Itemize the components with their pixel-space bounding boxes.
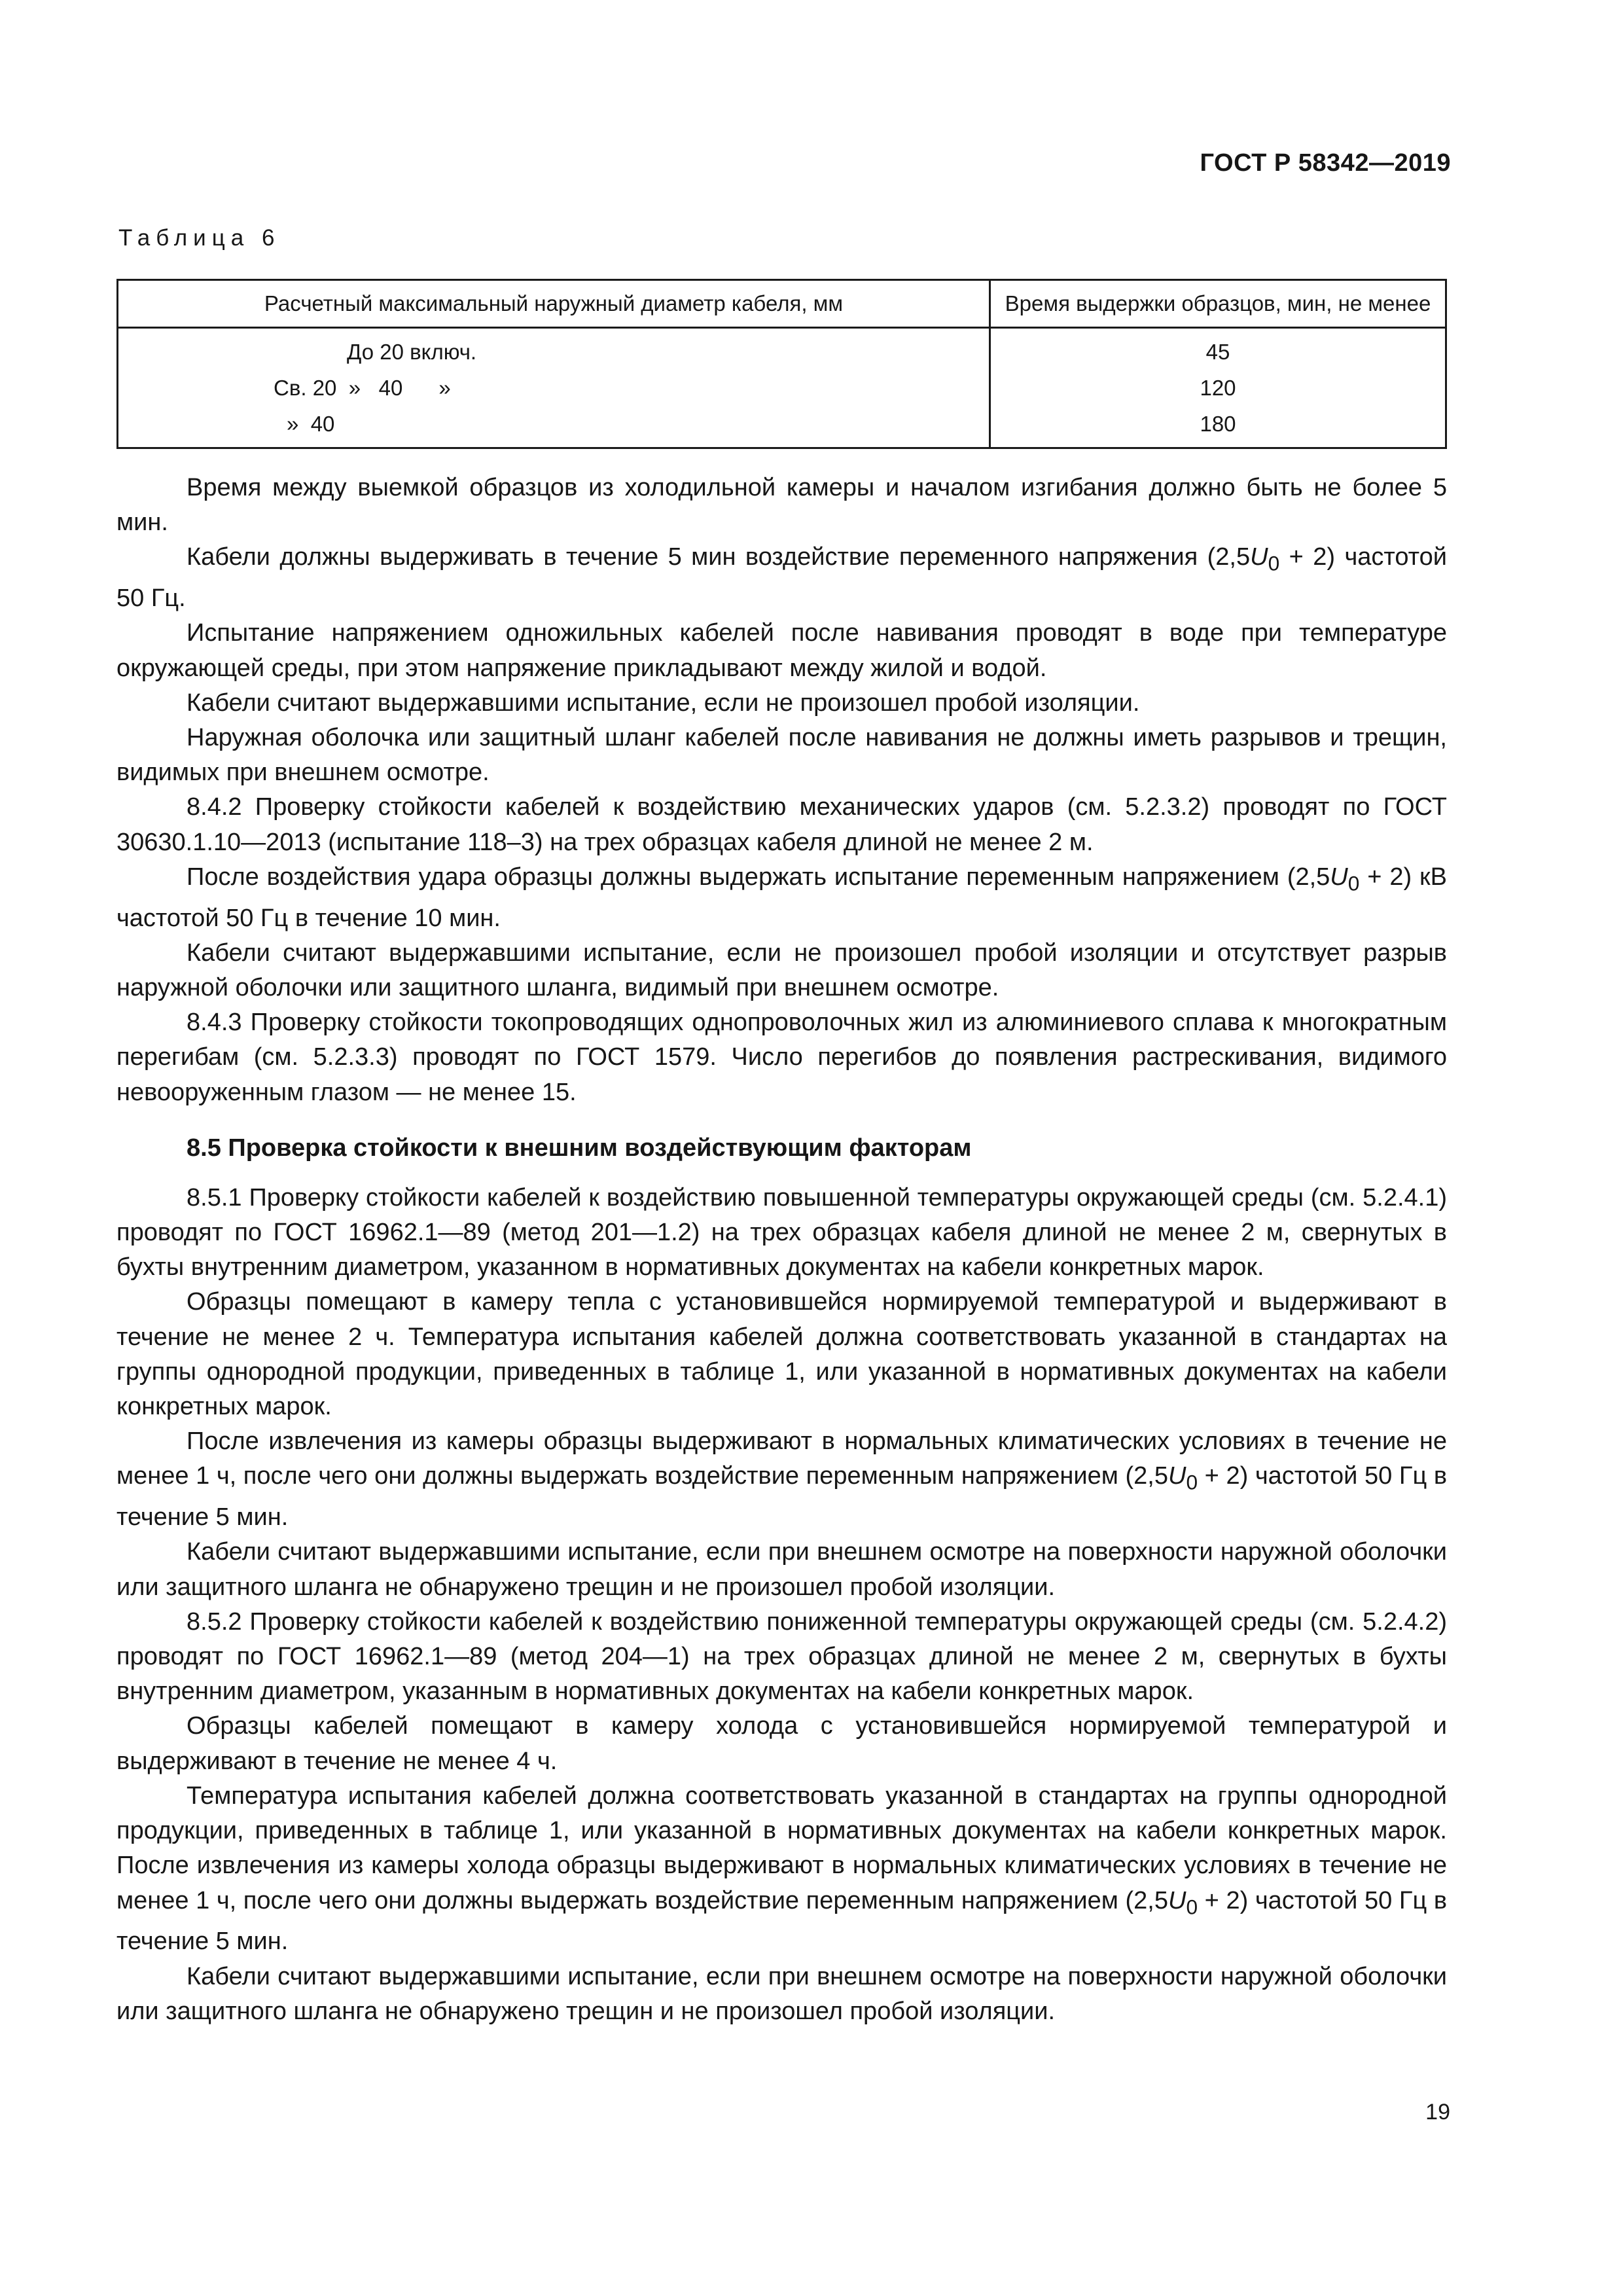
cell-diameter: Св. 20 » 40 » [118, 370, 990, 406]
formula-subscript: 0 [1186, 1471, 1198, 1495]
paragraph: 8.4.3 Проверку стойкости токопроводящих однопроволочных жил из алюминиевого сплава к многократным перегибам (см. 5.2.3.3) проводят по ГОСТ 1579. Число перегибов до появления растрескивания, видимого невооруженным глазом — не менее 15. [116, 1009, 1447, 1106]
formula-variable: U [1250, 543, 1268, 571]
cell-time: 180 [1200, 411, 1236, 436]
paragraph-text: + 2) частотой 50 Гц в течение 5 мин. [116, 1462, 1448, 1532]
table-caption: Таблица 6 [118, 225, 281, 251]
formula-variable: U [1168, 1886, 1186, 1914]
column-header-diameter: Расчетный максимальный наружный диаметр кабеля, мм [118, 280, 990, 328]
paragraph: 8.4.2 Проверку стойкости кабелей к воздействию механических ударов (см. 5.2.3.2) проводят по ГОСТ 30630.1.10—2013 (испытание 118–3) на трех образцах кабеля длиной не менее 2 м. [116, 793, 1447, 856]
document-id: ГОСТ Р 58342—2019 [1200, 149, 1451, 177]
paragraph [116, 540, 1447, 616]
paragraph: Кабели считают выдержавшими испытание, если при внешнем осмотре на поверхности наружной оболочки или защитного шланга не обнаружено трещин и не произошел пробой изоляции. [116, 1962, 1447, 2025]
formula-subscript: 0 [1347, 871, 1360, 895]
section-heading: 8.5 Проверка стойкости к внешним воздействующим факторам [187, 1134, 972, 1162]
cell-diameter: До 20 включ. [118, 328, 990, 370]
paragraph: Кабели считают выдержавшими испытание, если не произошел пробой изоляции. [187, 689, 1140, 717]
paragraph-text: Кабели должны выдерживать в течение 5 мин воздействие переменного напряжения (2,5 [187, 543, 1251, 571]
column-header-time: Время выдержки образцов, мин, не менее [990, 280, 1446, 328]
formula-subscript: 0 [1268, 552, 1280, 575]
table-header-row [118, 280, 1446, 328]
formula-subscript: 0 [1186, 1895, 1198, 1919]
paragraph: 8.5.2 Проверку стойкости кабелей к воздействию пониженной температуры окружающей среды (см. 5.2.4.2) проводят по ГОСТ 16962.1—89 (метод 204—1) на трех образцах длиной не менее 2 м, свернутых в бухты внутренним диаметром, указанным в нормативных документах на кабели конкретных марок. [116, 1607, 1447, 1706]
data-table [116, 279, 1447, 449]
paragraph [116, 860, 1447, 936]
formula-variable: U [1168, 1462, 1186, 1490]
page-number: 19 [1425, 2100, 1450, 2125]
paragraph-text: Температура испытания кабелей должна соответствовать указанной в стандартах на группы однородной продукции, приведенных в таблице 1, или указанной в нормативных документах на кабели конкретных марок. После извлечения из камеры холода образцы выдерживают в нормальных климатических условиях в течение не менее 1 ч, после чего они должны выдержать воздействие переменным напряжением (2,5 [116, 1782, 1447, 1914]
table-row [118, 328, 1446, 370]
cell-diameter: » 40 [118, 406, 990, 448]
paragraph: Кабели считают выдержавшими испытание, если не произошел пробой изоляции и отсутствует разрыв наружной оболочки или защитного шланга, видимый при внешнем осмотре. [116, 939, 1447, 1002]
cell-time: 45 [1205, 339, 1230, 364]
paragraph: Испытание напряжением одножильных кабелей после навивания проводят в воде при температуре окружающей среды, при этом напряжение прикладывают между жилой и водой. [116, 619, 1447, 682]
document-body [116, 471, 1447, 2029]
table-row [118, 370, 1446, 406]
paragraph: 8.5.1 Проверку стойкости кабелей к воздействию повышенной температуры окружающей среды (см. 5.2.4.1) проводят по ГОСТ 16962.1—89 (метод 201—1.2) на трех образцах кабеля длиной не менее 2 м, свернутых в бухты внутренним диаметром, указанном в нормативных документах на кабели конкретных марок. [116, 1183, 1447, 1282]
paragraph: Время между выемкой образцов из холодильной камеры и началом изгибания должно быть не более 5 мин. [116, 474, 1447, 537]
paragraph: Кабели считают выдержавшими испытание, если при внешнем осмотре на поверхности наружной оболочки или защитного шланга не обнаружено трещин и не произошел пробой изоляции. [116, 1538, 1447, 1601]
cell-time: 120 [1200, 375, 1236, 400]
table-row [118, 406, 1446, 448]
paragraph-text: После воздействия удара образцы должны выдержать испытание переменным напряжением (2,5 [187, 863, 1330, 891]
paragraph-text: + 2) кВ частотой 50 Гц в течение 10 мин. [116, 863, 1448, 932]
formula-variable: U [1330, 863, 1348, 891]
paragraph-text: + 2) частотой 50 Гц в течение 5 мин. [116, 1886, 1448, 1956]
paragraph: Образцы кабелей помещают в камеру холода с установившейся нормируемой температурой и выдерживают в течение не менее 4 ч. [116, 1712, 1447, 1775]
paragraph [116, 1779, 1447, 1960]
paragraph [116, 1424, 1447, 1535]
paragraph-text: + 2) частотой 50 Гц. [116, 543, 1448, 613]
paragraph-text: После извлечения из камеры образцы выдерживают в нормальных климатических условиях в течение не менее 1 ч, после чего они должны выдержать воздействие переменным напряжением (2,5 [116, 1427, 1447, 1490]
paragraph: Наружная оболочка или защитный шланг кабелей после навивания не должны иметь разрывов и трещин, видимых при внешнем осмотре. [116, 724, 1447, 787]
paragraph: Образцы помещают в камеру тепла с установившейся нормируемой температурой и выдерживают в течение не менее 2 ч. Температура испытания кабелей должна соответствовать указанной в стандартах на группы однородной продукции, приведенных в таблице 1, или указанной в нормативных документах на кабели конкретных марок. [116, 1288, 1447, 1421]
